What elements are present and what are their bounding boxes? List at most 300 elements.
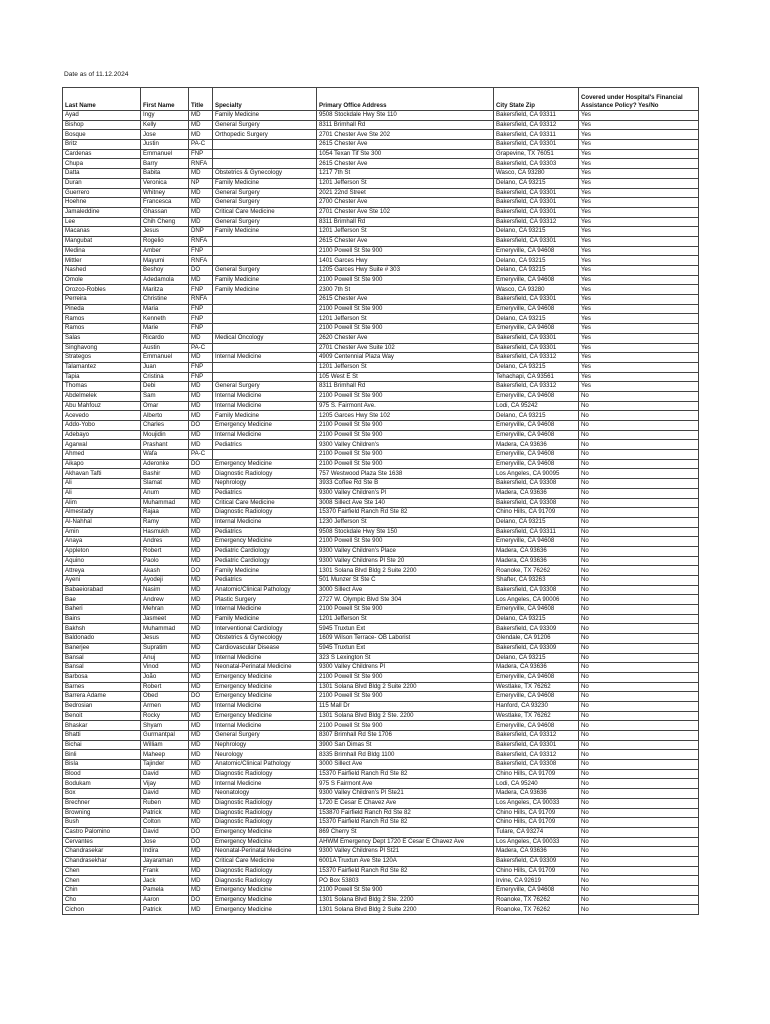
table-row [63,779,699,789]
cell-title: FNP [189,324,213,334]
cell-first-name: Francesca [141,198,189,208]
cell-first-name: Rajaa [141,508,189,518]
cell-address: 2100 Powell St Ste 900 [317,391,494,401]
cell-city-state-zip: Chino Hills, CA 91709 [494,508,579,518]
cell-city-state-zip: Tehachapi, CA 93561 [494,372,579,382]
cell-title: MD [189,701,213,711]
cell-covered: No [579,653,699,663]
cell-last-name: Talamantez [63,362,141,372]
cell-address: 2615 Chester Ave [317,159,494,169]
cell-first-name: Paolo [141,556,189,566]
cell-title: MD [189,469,213,479]
cell-covered: Yes [579,159,699,169]
cell-title: MD [189,682,213,692]
cell-last-name: Browning [63,808,141,818]
cell-city-state-zip: Madera, CA 93636 [494,663,579,673]
cell-last-name: Ali [63,479,141,489]
table-row [63,827,699,837]
table-row [63,508,699,518]
cell-first-name: Prashant [141,440,189,450]
cell-city-state-zip: Roanoke, TX 76262 [494,566,579,576]
cell-specialty: Pediatrics [213,576,317,586]
cell-first-name: David [141,769,189,779]
cell-address: 1205 Garces Hwy Suite # 303 [317,266,494,276]
cell-covered: No [579,731,699,741]
cell-address: 8311 Brimhall Rd [317,120,494,130]
cell-city-state-zip: Irvine, CA 92619 [494,876,579,886]
cell-last-name: Abu Mahfouz [63,401,141,411]
provider-table [62,87,699,915]
cell-first-name: Barry [141,159,189,169]
cell-title: MD [189,440,213,450]
cell-city-state-zip: Lodi, CA 95242 [494,401,579,411]
table-row [63,440,699,450]
cell-covered: No [579,566,699,576]
cell-covered: No [579,430,699,440]
cell-title: DO [189,827,213,837]
cell-first-name: Austin [141,343,189,353]
cell-first-name: Ramy [141,517,189,527]
cell-first-name: Slamat [141,479,189,489]
cell-city-state-zip: Bakersfield, CA 93312 [494,750,579,760]
cell-last-name: Chupa [63,159,141,169]
cell-covered: No [579,711,699,721]
cell-last-name: Adebayo [63,430,141,440]
cell-title: PA-C [189,140,213,150]
cell-city-state-zip: Bakersfield, CA 93309 [494,643,579,653]
cell-city-state-zip: Bakersfield, CA 93301 [494,207,579,217]
cell-last-name: Pineda [63,304,141,314]
cell-address: 2300 7th St [317,285,494,295]
cell-covered: No [579,527,699,537]
cell-specialty: Diagnostic Radiology [213,808,317,818]
cell-last-name: Agarwal [63,440,141,450]
cell-city-state-zip: Madera, CA 93636 [494,488,579,498]
cell-specialty: Diagnostic Radiology [213,866,317,876]
cell-last-name: Mangubat [63,236,141,246]
cell-covered: Yes [579,178,699,188]
cell-city-state-zip: Bakersfield, CA 93312 [494,731,579,741]
cell-last-name: Bisla [63,760,141,770]
table-row [63,886,699,896]
cell-specialty: Internal Medicine [213,517,317,527]
cell-address: 1401 Garces Hwy [317,256,494,266]
cell-title: MD [189,731,213,741]
cell-first-name: Jesus [141,227,189,237]
cell-title: MD [189,798,213,808]
cell-first-name: Ayodeji [141,576,189,586]
cell-last-name: Jamaleddine [63,207,141,217]
cell-covered: No [579,479,699,489]
cell-address: 2100 Powell St Ste 900 [317,721,494,731]
cell-last-name: Abdelmelek [63,391,141,401]
cell-address: 1201 Jefferson St [317,614,494,624]
cell-first-name: Gurmantpal [141,731,189,741]
cell-first-name: Mehran [141,605,189,615]
table-row [63,353,699,363]
cell-covered: No [579,856,699,866]
header-last-name: Last Name [63,88,141,111]
cell-last-name: Nashed [63,266,141,276]
cell-title: MD [189,188,213,198]
cell-specialty: Interventional Cardiology [213,624,317,634]
table-row [63,769,699,779]
cell-address: 8311 Brimhall Rd [317,382,494,392]
cell-covered: No [579,895,699,905]
cell-last-name: Bedrosian [63,701,141,711]
cell-last-name: Bae [63,595,141,605]
cell-city-state-zip: Emeryville, CA 94608 [494,459,579,469]
cell-city-state-zip: Bakersfield, CA 93308 [494,760,579,770]
cell-address: 9300 Valley Childrens Pl St21 [317,847,494,857]
cell-address: 2100 Powell St Ste 900 [317,886,494,896]
cell-covered: Yes [579,314,699,324]
cell-address: 2701 Chester Ave Suite 102 [317,343,494,353]
cell-specialty [213,295,317,305]
cell-last-name: Castro Palomino [63,827,141,837]
cell-title: RNFA [189,295,213,305]
table-row [63,576,699,586]
cell-specialty [213,324,317,334]
cell-city-state-zip: Emeryville, CA 94608 [494,391,579,401]
cell-first-name: Pamela [141,886,189,896]
cell-last-name: Baheri [63,605,141,615]
cell-specialty: Emergency Medicine [213,895,317,905]
cell-first-name: Maritza [141,285,189,295]
cell-first-name: Babita [141,169,189,179]
cell-covered: No [579,459,699,469]
cell-last-name: Aikapo [63,459,141,469]
cell-city-state-zip: Los Angeles, CA 90033 [494,798,579,808]
cell-covered: No [579,827,699,837]
cell-last-name: Banerjee [63,643,141,653]
cell-title: MD [189,585,213,595]
cell-last-name: Almestady [63,508,141,518]
cell-address: 15370 Fairfield Ranch Rd Ste 82 [317,818,494,828]
cell-city-state-zip: Emeryville, CA 94608 [494,430,579,440]
cell-city-state-zip: Bakersfield, CA 93312 [494,217,579,227]
cell-city-state-zip: Tulare, CA 93274 [494,827,579,837]
table-row [63,256,699,266]
cell-covered: No [579,750,699,760]
cell-first-name: Maria [141,304,189,314]
cell-last-name: Cichon [63,905,141,915]
cell-last-name: Brechner [63,798,141,808]
cell-covered: No [579,866,699,876]
cell-title: MD [189,595,213,605]
cell-covered: Yes [579,236,699,246]
table-row [63,643,699,653]
cell-specialty: Diagnostic Radiology [213,818,317,828]
cell-city-state-zip: Madera, CA 93636 [494,847,579,857]
cell-address: 2700 Chester Ave [317,198,494,208]
cell-last-name: Mittler [63,256,141,266]
cell-specialty: General Surgery [213,188,317,198]
cell-address: 9300 Valley Childrens Pl [317,663,494,673]
cell-title: FNP [189,304,213,314]
table-row [63,140,699,150]
cell-city-state-zip: Westlake, TX 76262 [494,711,579,721]
table-row [63,479,699,489]
table-row [63,188,699,198]
cell-last-name: Bichai [63,740,141,750]
cell-first-name: Andres [141,537,189,547]
cell-last-name: Aquino [63,556,141,566]
cell-first-name: Ruben [141,798,189,808]
cell-address: 2100 Powell St Ste 900 [317,304,494,314]
cell-title: MD [189,527,213,537]
cell-title: MD [189,508,213,518]
cell-city-state-zip: Madera, CA 93636 [494,556,579,566]
cell-covered: Yes [579,353,699,363]
cell-title: MD [189,663,213,673]
cell-specialty: Obstetrics & Gynecology [213,169,317,179]
cell-city-state-zip: Roanoke, TX 76262 [494,905,579,915]
cell-address: 2100 Powell St Ste 900 [317,450,494,460]
cell-covered: No [579,508,699,518]
cell-city-state-zip: Bakersfield, CA 93301 [494,343,579,353]
cell-address: 15370 Fairfield Ranch Rd Ste 82 [317,769,494,779]
cell-city-state-zip: Delano, CA 93215 [494,266,579,276]
cell-specialty: Nephrology [213,740,317,750]
cell-specialty: Nephrology [213,479,317,489]
cell-address: 1054 Texan Tif Ste 300 [317,149,494,159]
cell-city-state-zip: Bakersfield, CA 93309 [494,856,579,866]
cell-first-name: Jasmeet [141,614,189,624]
cell-address: 1301 Solana Blvd Bldg 2 Suite 2200 [317,905,494,915]
cell-title: MD [189,498,213,508]
cell-address: 2727 W. Olympic Blvd Ste 304 [317,595,494,605]
cell-title: MD [189,856,213,866]
cell-covered: No [579,546,699,556]
cell-first-name: Emmanuel [141,353,189,363]
cell-address: 1201 Jefferson St [317,362,494,372]
cell-specialty: Family Medicine [213,227,317,237]
cell-specialty: Emergency Medicine [213,459,317,469]
cell-specialty [213,140,317,150]
table-row [63,324,699,334]
header-covered-policy: Covered under Hospital's Financial Assistance Policy? Yes/No [579,88,699,111]
cell-last-name: Acevedo [63,411,141,421]
cell-city-state-zip: Emeryville, CA 94608 [494,421,579,431]
cell-city-state-zip: Bakersfield, CA 93301 [494,333,579,343]
table-row [63,450,699,460]
cell-specialty: Emergency Medicine [213,692,317,702]
cell-last-name: Ayeni [63,576,141,586]
cell-covered: Yes [579,382,699,392]
cell-last-name: Guerrero [63,188,141,198]
table-row [63,731,699,741]
cell-address: 15370 Fairfield Ranch Rd Ste 82 [317,508,494,518]
table-row [63,527,699,537]
table-row [63,111,699,121]
table-row [63,895,699,905]
table-row [63,382,699,392]
cell-last-name: Bodukam [63,779,141,789]
cell-address: 323 S Lexington St [317,653,494,663]
cell-title: DO [189,459,213,469]
cell-city-state-zip: Bakersfield, CA 93308 [494,498,579,508]
cell-city-state-zip: Chino Hills, CA 91709 [494,769,579,779]
cell-specialty: Emergency Medicine [213,827,317,837]
cell-first-name: Vinod [141,663,189,673]
cell-covered: Yes [579,372,699,382]
cell-first-name: Juan [141,362,189,372]
cell-title: MD [189,411,213,421]
cell-address: 975 S Fairmont Ave [317,779,494,789]
cell-last-name: Bosque [63,130,141,140]
cell-title: MD [189,169,213,179]
cell-specialty [213,304,317,314]
cell-specialty: Internal Medicine [213,605,317,615]
cell-last-name: Omole [63,275,141,285]
cell-address: 1301 Solana Blvd Bldg 2 Suite 2200 [317,566,494,576]
cell-covered: No [579,847,699,857]
cell-first-name: Robert [141,682,189,692]
table-row [63,653,699,663]
cell-first-name: João [141,672,189,682]
cell-title: MD [189,353,213,363]
cell-covered: No [579,421,699,431]
cell-specialty: Emergency Medicine [213,421,317,431]
cell-covered: No [579,837,699,847]
cell-city-state-zip: Wasco, CA 93280 [494,285,579,295]
cell-specialty: Critical Care Medicine [213,498,317,508]
cell-address: 3008 Sillect Ave Ste 140 [317,498,494,508]
cell-title: MD [189,750,213,760]
cell-first-name: Debi [141,382,189,392]
cell-title: DO [189,692,213,702]
cell-specialty: Pediatrics [213,440,317,450]
cell-city-state-zip: Delano, CA 93215 [494,411,579,421]
cell-covered: No [579,411,699,421]
cell-address: 3000 Sillect Ave [317,585,494,595]
table-row [63,246,699,256]
cell-address: 2100 Powell St Ste 900 [317,692,494,702]
cell-covered: Yes [579,333,699,343]
cell-address: 1205 Garces Hwy Ste 102 [317,411,494,421]
cell-city-state-zip: Chino Hills, CA 91709 [494,866,579,876]
header-city-state-zip: City State Zip [494,88,579,111]
cell-last-name: Ali [63,488,141,498]
cell-last-name: Strategos [63,353,141,363]
cell-first-name: Cristina [141,372,189,382]
table-row [63,333,699,343]
cell-title: RNFA [189,159,213,169]
cell-last-name: Babaeiorabad [63,585,141,595]
cell-covered: Yes [579,343,699,353]
header-first-name: First Name [141,88,189,111]
cell-last-name: Chen [63,866,141,876]
cell-address: 2701 Chester Ave Ste 202 [317,130,494,140]
cell-last-name: Ayad [63,111,141,121]
table-row [63,701,699,711]
cell-city-state-zip: Delano, CA 93215 [494,362,579,372]
table-row [63,905,699,915]
table-row [63,169,699,179]
table-row [63,391,699,401]
cell-city-state-zip: Westlake, TX 76262 [494,682,579,692]
cell-last-name: Bains [63,614,141,624]
cell-address: 15370 Fairfield Ranch Rd Ste 82 [317,866,494,876]
cell-title: FNP [189,246,213,256]
cell-covered: Yes [579,295,699,305]
cell-title: MD [189,779,213,789]
cell-address: 2100 Powell St Ste 900 [317,537,494,547]
cell-last-name: Bhaskar [63,721,141,731]
cell-title: FNP [189,362,213,372]
table-row [63,488,699,498]
cell-address: 757 Westwood Plaza Ste 1638 [317,469,494,479]
cell-last-name: Cervantes [63,837,141,847]
table-row [63,837,699,847]
cell-covered: No [579,886,699,896]
cell-city-state-zip: Chino Hills, CA 91709 [494,818,579,828]
cell-specialty: Cardiovascular Disease [213,643,317,653]
cell-city-state-zip: Delano, CA 93215 [494,314,579,324]
cell-title: MD [189,634,213,644]
cell-address: 5945 Truxtun Ext [317,643,494,653]
cell-title: DO [189,421,213,431]
cell-address: 2100 Powell St Ste 900 [317,459,494,469]
table-row [63,808,699,818]
cell-address: 2100 Powell St Ste 900 [317,672,494,682]
cell-first-name: Shyam [141,721,189,731]
cell-specialty: Family Medicine [213,275,317,285]
cell-first-name: Rogelio [141,236,189,246]
cell-specialty: Family Medicine [213,411,317,421]
cell-covered: No [579,614,699,624]
table-row [63,266,699,276]
cell-last-name: Bakhsh [63,624,141,634]
cell-specialty: Emergency Medicine [213,537,317,547]
cell-first-name: Supratim [141,643,189,653]
cell-first-name: Colton [141,818,189,828]
table-row [63,304,699,314]
table-row [63,634,699,644]
cell-city-state-zip: Bakersfield, CA 93308 [494,479,579,489]
table-row [63,750,699,760]
cell-city-state-zip: Bakersfield, CA 93308 [494,585,579,595]
cell-address: 4909 Centennial Plaza Way [317,353,494,363]
cell-city-state-zip: Emeryville, CA 94608 [494,450,579,460]
table-row [63,789,699,799]
cell-covered: No [579,576,699,586]
table-row [63,314,699,324]
cell-specialty: Pediatrics [213,527,317,537]
cell-covered: No [579,605,699,615]
cell-first-name: Ghassan [141,207,189,217]
cell-address: 975 S. Fairmont Ave. [317,401,494,411]
cell-specialty: General Surgery [213,266,317,276]
cell-covered: Yes [579,217,699,227]
cell-specialty: Neonatology [213,789,317,799]
cell-first-name: Armen [141,701,189,711]
cell-title: MD [189,537,213,547]
cell-title: DNP [189,227,213,237]
cell-city-state-zip: Emeryville, CA 94608 [494,324,579,334]
table-row [63,159,699,169]
cell-title: MD [189,546,213,556]
cell-city-state-zip: Delano, CA 93215 [494,256,579,266]
table-row [63,847,699,857]
cell-address: 1201 Jefferson St [317,314,494,324]
cell-covered: No [579,585,699,595]
cell-specialty [213,236,317,246]
cell-first-name: Nasim [141,585,189,595]
cell-first-name: Jose [141,837,189,847]
cell-specialty: Pediatric Cardiology [213,556,317,566]
